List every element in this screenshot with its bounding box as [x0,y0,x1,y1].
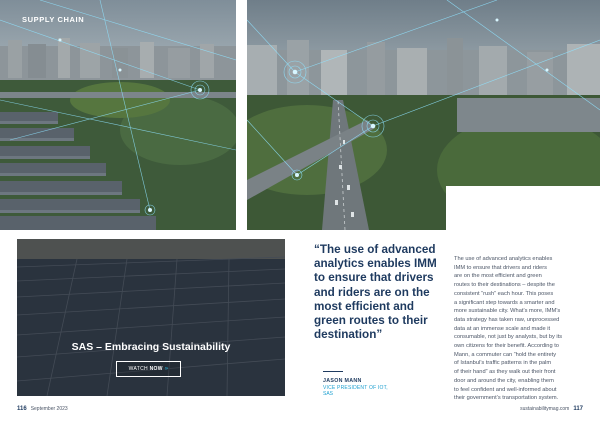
page-number-left: 116 [17,406,27,412]
text-column-background [446,186,600,246]
folio-left [17,406,68,412]
watch-label: WATCH [128,366,148,372]
body-text-line: The use of advanced analytics enables [454,256,553,262]
body-text [454,255,585,403]
body-text-line: routes to their destinations – despite the [454,282,555,289]
body-text-line: data strategy has taken raw, unprocessed [454,316,560,323]
quote-divider [323,371,343,372]
body-text-line: of their hand” as they walk out their front [454,369,556,376]
body-text-line: IMM to ensure that drivers and riders [454,264,547,271]
now-label: NOW [149,366,163,372]
hero-image-left [0,0,236,230]
website-link[interactable]: sustainabilitymag.com [520,406,570,412]
body-text-line: their government’s transportation system. [454,395,559,402]
body-text-line: of Istanbul’s traffic patterns in the palm [454,360,552,367]
folio-right [520,406,583,412]
body-text-line: are on the most efficient and green [454,273,542,280]
watch-now-button[interactable] [116,361,181,377]
body-text-line: consumable, not just by analysts, but by its [454,334,563,341]
body-text-line: own citizens for their benefit. According to [454,343,559,350]
body-text-line: consistent “rush” each hour. This poses [454,290,554,297]
pull-quote: “The use of advanced analytics enables IMM to ensure that drivers and riders are on the most efficient and green routes to their destination” [314,243,437,342]
issue-date: September 2023 [30,406,68,412]
body-text-line: more sustainable city. What’s more, IMM’s [454,308,561,315]
quote-author-name: JASON MANN [323,378,362,384]
body-text-line: door and around the city, enabling them [454,377,554,384]
body-text-line: data at an immense scale and made it [454,325,551,332]
page-number-right: 117 [573,406,583,412]
quote-author-org: SAS [323,391,334,397]
quote-author-role: VICE PRESIDENT OF IOT, [323,385,388,391]
body-text-line: Mann, a commuter can “hold the entirety [454,351,557,358]
double-arrow-icon: » [164,366,169,372]
body-text-line: to feel confident and well-informed about [454,386,557,393]
section-label: SUPPLY CHAIN [22,15,85,24]
promo-title: SAS – Embracing Sustainability [71,341,231,353]
body-text-line: a significant step towards a smarter and [454,299,555,306]
